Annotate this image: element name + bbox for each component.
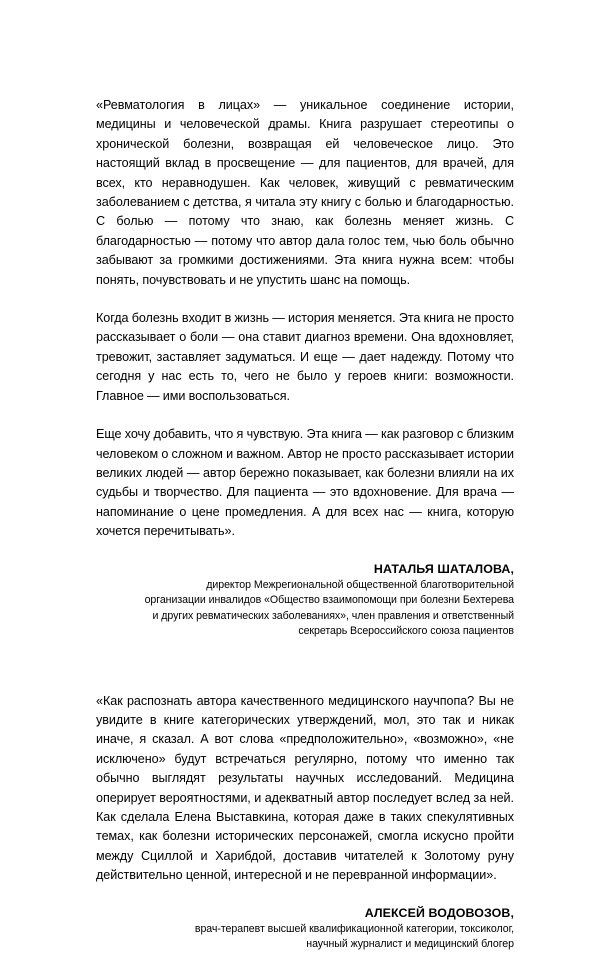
author-name: НАТАЛЬЯ ШАТАЛОВА, [373, 561, 514, 576]
block-separator [96, 640, 514, 692]
page-content [96, 96, 514, 953]
author-role-line: и других ревматических заболеваниях», член правления и ответственный [152, 609, 514, 622]
author-role-line: врач-терапевт высшей квалификационной категории, токсиколог, [194, 922, 514, 935]
author-role-line: научный журналист и медицинский блогер [306, 938, 514, 951]
quote-block-2 [96, 692, 514, 953]
author-role-line: организации инвалидов «Общество взаимопомощи при болезни Бехтерева [144, 594, 514, 607]
attribution-1 [96, 561, 514, 640]
author-role-line: секретарь Всероссийского союза пациентов [298, 625, 514, 638]
paragraph: Еще хочу добавить, что я чувствую. Эта книга — как разговор с близким человеком о сложном и важном. Автор не просто рассказывает истории великих людей — автор бережно показывает, как болезни влияли на их судьбы и творчество. Для пациента — это вдохновение. Для врача — напоминание о цене промедления. А для всех нас — книга, которую хочется перечитывать». [96, 427, 514, 539]
paragraph: Когда болезнь входит в жизнь — история меняется. Эта книга не просто рассказывает о боли — она ставит диагноз времени. Она вдохновляет, тревожит, заставляет задуматься. И еще — дает надежду. Потому что сегодня у нас есть то, чего не было у героев книги: возможности. Главное — ими воспользоваться. [96, 311, 514, 403]
attribution-2 [96, 905, 514, 953]
author-role-line: директор Межрегиональной общественной благотворительной [206, 578, 514, 591]
paragraph: «Как распознать автора качественного медицинского научпопа? Вы не увидите в книге категорических утверждений, мол, это так и никак иначе, я сказал. А вот слова «предположительно», «возможно», «не исключено» будут встречаться регулярно, потому что именно так обычно выглядят результаты научных исследований. Медицина оперирует вероятностями, и адекватный автор последует вслед за ней. Как сделала Елена Выставкина, которая даже в таких спекулятивных темах, как болезни исторических персонажей, смогла искусно пройти между Сциллой и Харибдой, доставив читателей к Золотому руну действительно ценной, интересной и не перевранной информации». [96, 693, 514, 883]
quote-block-1 [96, 96, 514, 640]
author-name: АЛЕКСЕЙ ВОДОВОЗОВ, [364, 905, 514, 920]
paragraph: «Ревматология в лицах» — уникальное соединение истории, медицины и человеческой драмы. Книга разрушает стереотипы о хронической болезни, возвращая ей человеческое лицо. Это настоящий вклад в просвещение — для пациентов, для врачей, для всех, кто неравнодушен. Как человек, живущий с ревматическим заболеванием с детства, я читала эту книгу с болью и благодарностью. С болью — потому что знаю, как болезнь меняет жизнь. С благодарностью — потому что автор дала голос тем, чью боль обычно забывают за громкими достижениями. Эта книга нужна всем: чтобы понять, почувствовать и не упустить шанс на помощь. [96, 98, 514, 287]
